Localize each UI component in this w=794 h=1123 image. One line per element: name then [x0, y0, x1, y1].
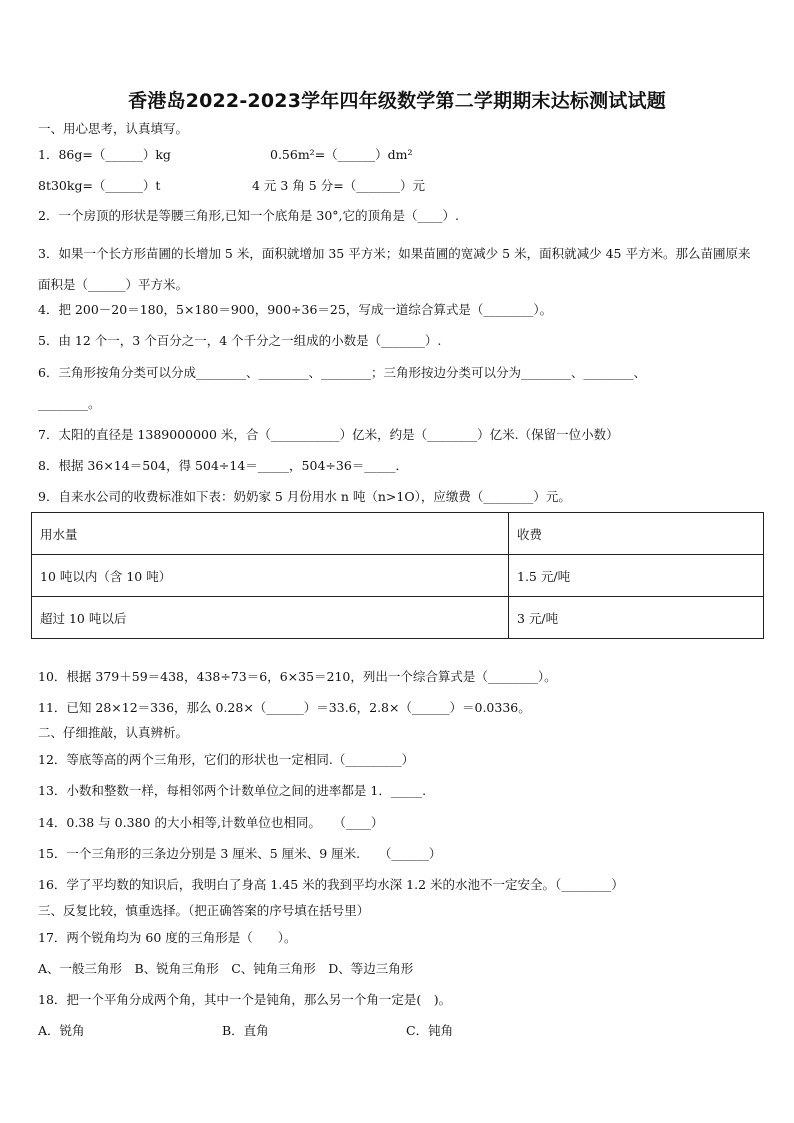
question-10: 10．根据 379＋59＝438，438÷73＝6，6×35＝210，列出一个综合算式是（________）。 — [38, 669, 557, 684]
table-cell: 3 元/吨 — [509, 597, 764, 639]
table-header-cell: 用水量 — [32, 513, 509, 555]
question-8: 8．根据 36×14＝504，得 504÷14＝_____，504÷36＝_____． — [38, 458, 409, 473]
question-18: 18．把一个平角分成两个角，其中一个是钝角，那么另一个角一定是( )。 — [38, 992, 452, 1007]
question-1c: 8t30kg=（______）t — [38, 178, 161, 193]
question-17-options: A、一般三角形 B、锐角三角形 C、钝角三角形 D、等边三角形 — [38, 961, 414, 976]
section-1-heading: 一、用心思考，认真填写。 — [38, 121, 189, 136]
question-4: 4．把 200－20＝180，5×180＝900，900÷36＝25，写成一道综合算式是（________）。 — [38, 302, 553, 317]
question-12: 12．等底等高的两个三角形，它们的形状也一定相同.（_________） — [38, 752, 415, 767]
table-row — [32, 597, 764, 639]
section-2-heading: 二、仔细推敲，认真辨析。 — [38, 725, 189, 740]
table-cell: 10 吨以内（含 10 吨） — [32, 555, 509, 597]
table-cell: 超过 10 吨以后 — [32, 597, 509, 639]
question-17: 17．两个锐角均为 60 度的三角形是（ ）。 — [38, 930, 297, 945]
table-cell: 1.5 元/吨 — [509, 555, 764, 597]
question-18-option-a: A．锐角 — [38, 1023, 85, 1038]
question-1b: 0.56m²=（______）dm² — [270, 147, 413, 162]
question-6-line1: 6．三角形按角分类可以分成________、________、________；三角形按边分类可以分为________、________、 — [38, 365, 646, 380]
section-3-heading: 三、反复比较，慎重选择。（把正确答案的序号填在括号里） — [38, 903, 370, 918]
question-18-option-c: C．钝角 — [406, 1023, 454, 1038]
question-15: 15．一个三角形的三条边分别是 3 厘米、5 厘米、9 厘米. （______） — [38, 846, 442, 861]
water-fee-table — [31, 512, 764, 639]
question-7: 7．太阳的直径是 1389000000 米，合（___________）亿米，约是（________）亿米.（保留一位小数） — [38, 427, 619, 442]
page-title: 香港岛2022-2023学年四年级数学第二学期期末达标测试试题 — [128, 90, 666, 112]
question-18-option-b: B．直角 — [222, 1023, 269, 1038]
question-2: 2．一个房顶的形状是等腰三角形,已知一个底角是 30°,它的顶角是（____）. — [38, 208, 460, 223]
question-14: 14．0.38 与 0.380 的大小相等,计数单位也相同。 （____） — [38, 815, 384, 830]
question-6-line2: ________。 — [38, 396, 101, 411]
question-1d: 4 元 3 角 5 分=（_______）元 — [252, 178, 425, 193]
table-header-cell: 收费 — [509, 513, 764, 555]
question-13: 13．小数和整数一样，每相邻两个计数单位之间的进率都是 1．_____. — [38, 783, 427, 798]
question-11: 11．已知 28×12＝336，那么 0.28×（______）＝33.6，2.8×（______）＝0.0336。 — [38, 700, 531, 715]
question-5: 5．由 12 个一，3 个百分之一，4 个千分之一组成的小数是（_______）. — [38, 333, 442, 348]
question-9: 9．自来水公司的收费标准如下表：奶奶家 5 月份用水 n 吨（n>1O），应缴费（________）元。 — [38, 489, 571, 504]
question-1a: 1．86g=（______）kg — [38, 147, 171, 162]
table-row — [32, 513, 764, 555]
table-row — [32, 555, 764, 597]
question-16: 16．学了平均数的知识后，我明白了身高 1.45 米的我到平均水深 1.2 米的水池不一定安全。（________） — [38, 877, 624, 892]
question-3: 3．如果一个长方形苗圃的长增加 5 米，面积就增加 35 平方米；如果苗圃的宽减少 5 米，面积就减少 45 平方米。那么苗圃原来面积是（______）平方米。 — [38, 246, 751, 292]
